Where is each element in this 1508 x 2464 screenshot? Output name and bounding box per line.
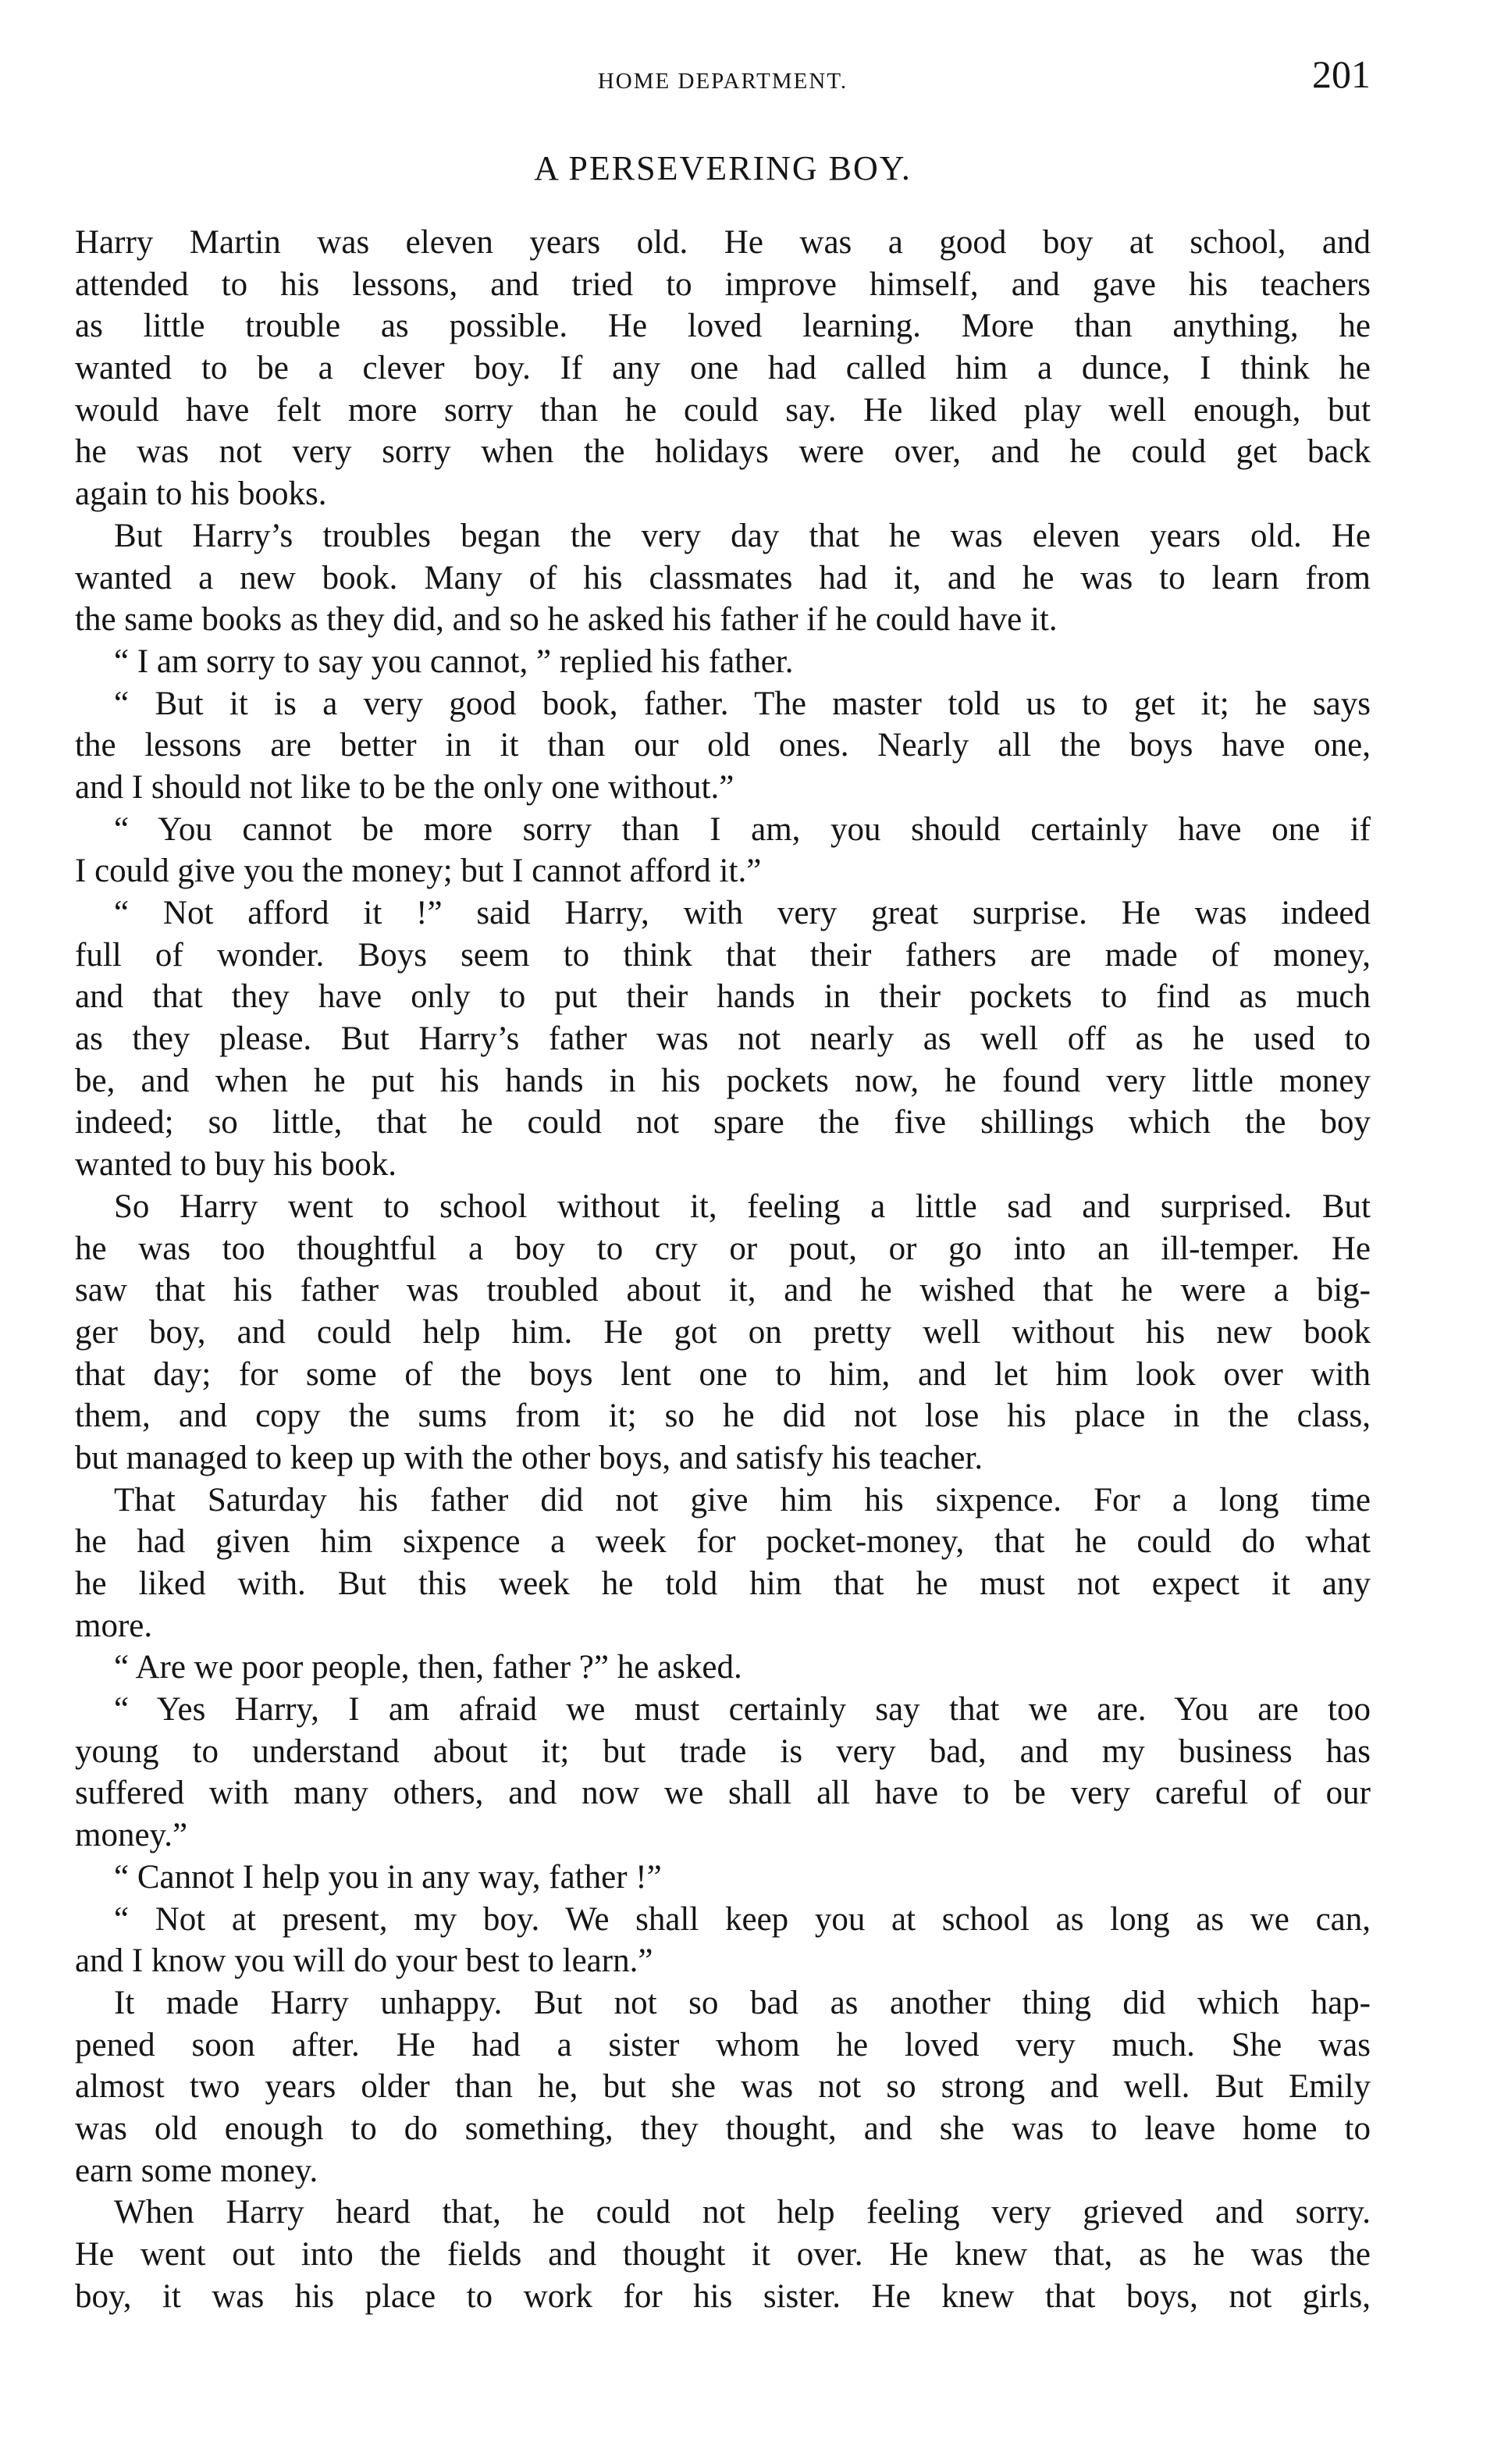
text-line: ger boy, and could help him. He got on pretty well without his new book xyxy=(75,1313,1371,1351)
text-line: he liked with. But this week he told him that he must not expect it any xyxy=(75,1565,1371,1602)
text-line: attended to his lessons, and tried to improve himself, and gave his teachers xyxy=(75,265,1371,303)
text-line: wanted to buy his book. xyxy=(75,1146,397,1184)
text-line: boy, it was his place to work for his sister. He knew that boys, not girls, xyxy=(75,2277,1371,2315)
text-line: the same books as they did, and so he asked his father if he could have it. xyxy=(75,601,1058,639)
text-line: indeed; so little, that he could not spare the five shillings which the boy xyxy=(75,1104,1371,1141)
text-line: would have felt more sorry than he could say. He liked play well enough, but xyxy=(75,391,1371,429)
running-head xyxy=(75,52,1371,109)
text-line: So Harry went to school without it, feeling a little sad and surprised. But xyxy=(114,1187,1371,1225)
text-line: almost two years older than he, but she was not so strong and well. But Emily xyxy=(75,2068,1371,2106)
text-line: “ Are we poor people, then, father ?” he asked. xyxy=(114,1649,742,1686)
text-line: wanted to be a clever boy. If any one had called him a dunce, I think he xyxy=(75,350,1371,387)
text-line: It made Harry unhappy. But not so bad as another thing did which hap- xyxy=(114,1984,1371,2021)
text-line: “ Not afford it !” said Harry, with very great surprise. He was indeed xyxy=(114,895,1371,931)
text-line: wanted a new book. Many of his classmates had it, and he was to learn from xyxy=(75,559,1371,596)
article-body xyxy=(75,222,1371,2317)
text-line: That Saturday his father did not give him his sixpence. For a long time xyxy=(114,1481,1371,1519)
text-line: I could give you the money; but I cannot afford it.” xyxy=(75,853,762,890)
text-line: but managed to keep up with the other boys, and satisfy his teacher. xyxy=(75,1439,983,1476)
text-line: was old enough to do something, they thought, and she was to leave home to xyxy=(75,2110,1371,2147)
text-line: and I know you will do your best to learn.” xyxy=(75,1942,653,1980)
text-line: again to his books. xyxy=(75,475,327,513)
text-line: them, and copy the sums from it; so he did not lose his place in the class, xyxy=(75,1398,1371,1435)
text-line: “ But it is a very good book, father. The master told us to get it; he says xyxy=(114,685,1371,722)
text-line: he was too thoughtful a boy to cry or pout, or go into an ill-temper. He xyxy=(75,1230,1371,1267)
text-line: that day; for some of the boys lent one to him, and let him look over with xyxy=(75,1355,1371,1393)
article-title: A PERSEVERING BOY. xyxy=(534,149,912,187)
text-line: and that they have only to put their hands in their pockets to find as much xyxy=(75,978,1371,1016)
text-line: But Harry’s troubles began the very day that he was eleven years old. He xyxy=(114,517,1371,554)
section-name: HOME DEPARTMENT. xyxy=(597,69,848,94)
text-line: young to understand about it; but trade is very bad, and my business has xyxy=(75,1732,1371,1770)
text-line: money.” xyxy=(75,1817,188,1854)
text-line: full of wonder. Boys seem to think that their fathers are made of money, xyxy=(75,936,1371,974)
text-line: he had given him sixpence a week for pocket-money, that he could do what xyxy=(75,1523,1371,1561)
text-line: more. xyxy=(75,1607,153,1644)
text-line: “ Not at present, my boy. We shall keep you at school as long as we can, xyxy=(114,1900,1371,1938)
text-line: as little trouble as possible. He loved learning. More than anything, he xyxy=(75,308,1371,345)
text-line: pened soon after. He had a sister whom he loved very much. She was xyxy=(75,2026,1371,2063)
text-line: and I should not like to be the only one without.” xyxy=(75,768,734,806)
text-line: “ Yes Harry, I am afraid we must certainly say that we are. You are too xyxy=(114,1691,1371,1729)
text-line: “ I am sorry to say you cannot, ” replied his father. xyxy=(114,643,794,680)
text-line: He went out into the fields and thought it over. He knew that, as he was the xyxy=(75,2236,1371,2273)
text-line: as they please. But Harry’s father was not nearly as well off as he used to xyxy=(75,1020,1371,1058)
text-line: the lessons are better in it than our old ones. Nearly all the boys have one, xyxy=(75,727,1371,764)
text-line: earn some money. xyxy=(75,2152,318,2189)
text-line: saw that his father was troubled about it, and he wished that he were a big- xyxy=(75,1272,1371,1309)
text-line: be, and when he put his hands in his pockets now, he found very little money xyxy=(75,1062,1371,1099)
page-number: 201 xyxy=(1312,52,1371,96)
text-line: suffered with many others, and now we shall all have to be very careful of our xyxy=(75,1775,1371,1812)
text-line: When Harry heard that, he could not help feeling very grieved and sorry. xyxy=(114,2194,1371,2231)
text-line: “ You cannot be more sorry than I am, you should certainly have one if xyxy=(114,810,1371,848)
text-line: he was not very sorry when the holidays were over, and he could get back xyxy=(75,433,1371,471)
text-line: Harry Martin was eleven years old. He was a good boy at school, and xyxy=(75,224,1371,261)
text-line: “ Cannot I help you in any way, father !” xyxy=(114,1858,662,1896)
